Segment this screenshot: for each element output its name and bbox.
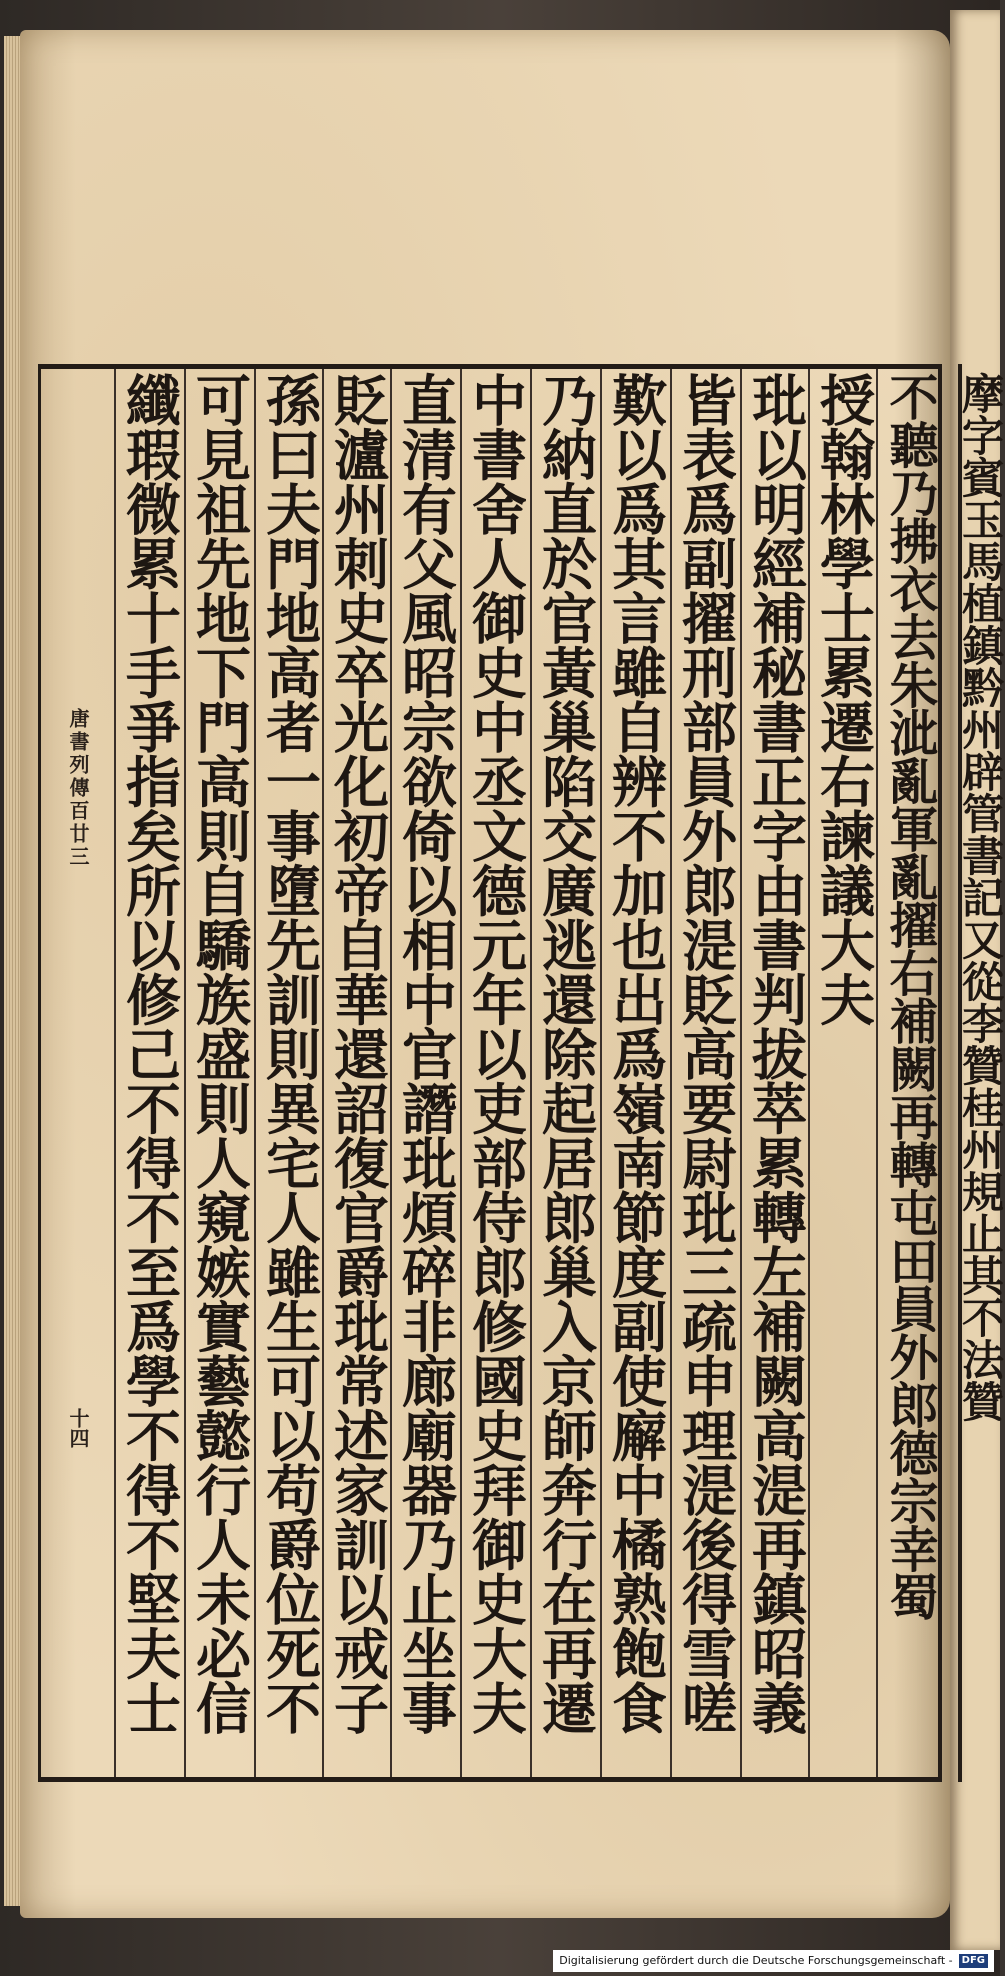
text-column-9: 貶瀘州刺史卒光化初帝自華還詔復官爵玭常述家訓以戒子 (325, 372, 390, 1735)
text-column-3: 玭以明經補秘書正字由書判拔萃累轉左補闕高湜再鎮昭義 (743, 372, 808, 1735)
text-column-11: 可見祖先地下門高則自驕族盛則人窺嫉實藝懿行人未必信 (187, 372, 252, 1735)
text-column-7: 中書舍人御史中丞文德元年以吏部侍郎修國史拜御史大夫 (463, 372, 528, 1735)
margin-folio: 十四 (66, 1408, 90, 1448)
digitization-credit (553, 1950, 994, 1972)
text-column-4: 皆表爲副擢刑部員外郎湜貶高要尉玭三疏申理湜後得雪嗟 (673, 372, 738, 1735)
text-column-2: 授翰林學士累遷右諫議大夫 (811, 372, 876, 1026)
frame-left-border (38, 364, 41, 1782)
text-column-6: 乃納直於官黃巢陷交廣逃還除起居郎巢入京師奔行在再遷 (533, 372, 598, 1735)
dfg-logo: DFG (959, 1954, 988, 1968)
text-column-1: 不聽乃拂衣去朱泚亂軍亂擢右補闕再轉屯田員外郎德宗幸蜀 (882, 372, 940, 1620)
credit-text: Digitalisierung gefördert durch die Deutsche Forschungsgemeinschaft - (559, 1954, 953, 1967)
facing-page-column: 摩字賓玉馬植鎮黔州辟管書記又從李贊桂州規止其不法贊 (956, 372, 1005, 1422)
text-column-12: 纖瑕微累十手爭指矣所以修己不得不至爲學不得不堅夫士 (117, 372, 182, 1735)
text-column-10: 孫曰夫門地高者一事墮先訓則異宅人雖生可以苟爵位死不 (257, 372, 322, 1735)
margin-title: 唐書列傳百廿三 (66, 708, 90, 869)
text-column-5: 歎以爲其言雖自辨不加也出爲嶺南節度副使廨中橘熟飽食 (603, 372, 668, 1735)
text-column-8: 直清有父風昭宗欲倚以相中官譖玭煩碎非廊廟器乃止坐事 (393, 372, 458, 1735)
